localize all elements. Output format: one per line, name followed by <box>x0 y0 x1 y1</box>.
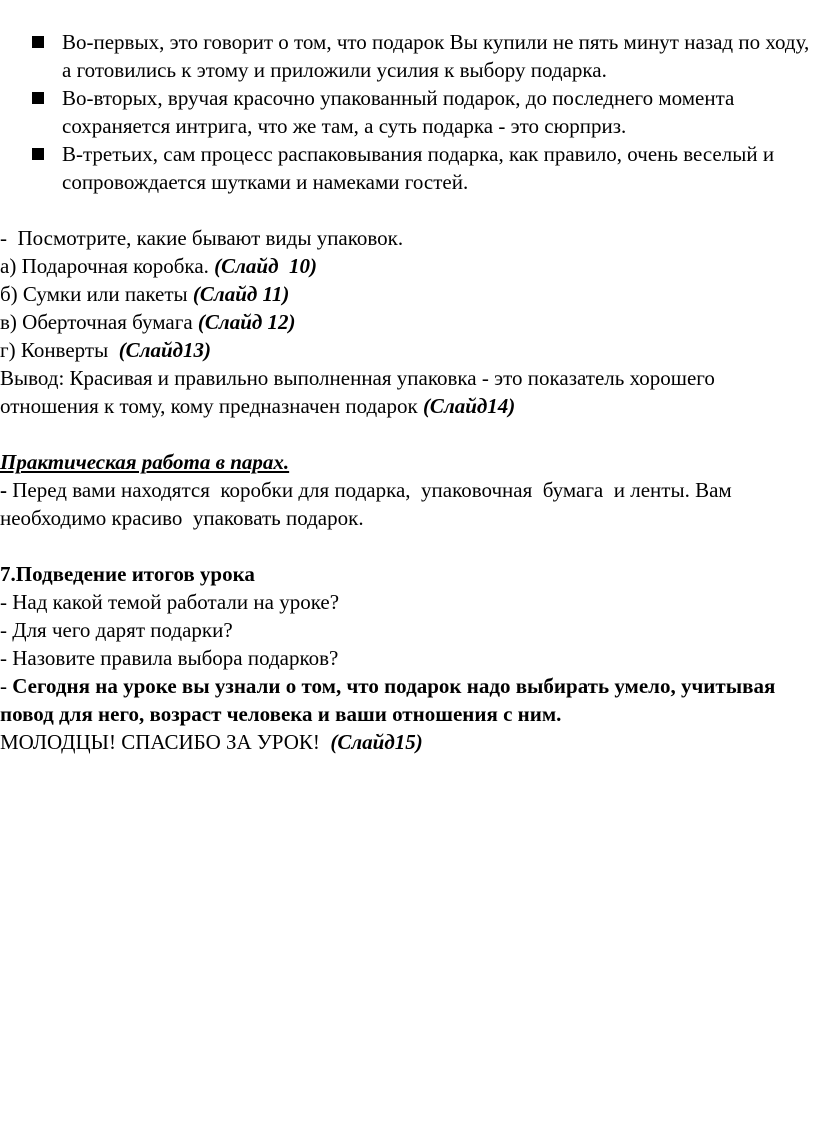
summary-question: - Над какой темой работали на уроке? <box>0 590 340 614</box>
bullet-item <box>62 84 812 140</box>
slide-reference: (Слайд 12) <box>197 310 296 334</box>
practice-text: - Перед вами находятся коробки для подарка, упаковочная бумага и ленты. Вам необходимо красиво упаковать подарок. <box>0 478 737 530</box>
summary-question: - Для чего дарят подарки? <box>0 618 233 642</box>
document-page <box>0 28 812 756</box>
bullet-item <box>62 28 812 84</box>
slide-reference: (Слайд14) <box>422 394 516 418</box>
summary-final: - Сегодня на уроке вы узнали о том, что подарок надо выбирать умело, учитывая повод для него, возраст человека и ваши отношения с ним. <box>0 674 776 726</box>
slide-reference: (Слайд13) <box>118 338 212 362</box>
packaging-conclusion: Вывод: Красивая и правильно выполненная упаковка - это показатель хорошего отношения к тому, кому предназначен подарок (Слайд14) <box>0 366 715 418</box>
packaging-intro: - Посмотрите, какие бывают виды упаковок. <box>0 226 404 250</box>
bullet-item <box>62 140 812 196</box>
summary-thanks: МОЛОДЦЫ! СПАСИБО ЗА УРОК! (Слайд15) <box>0 730 423 754</box>
slide-reference: (Слайд 11) <box>192 282 290 306</box>
packaging-item: в) Оберточная бумага (Слайд 12) <box>0 310 296 334</box>
slide-reference: (Слайд 10) <box>214 254 318 278</box>
packaging-item: а) Подарочная коробка. (Слайд 10) <box>0 254 318 278</box>
packaging-item: г) Конверты (Слайд13) <box>0 338 212 362</box>
square-bullet-icon <box>32 92 44 104</box>
practice-title: Практическая работа в парах. <box>0 450 290 474</box>
reasons-bullet-list <box>0 28 812 196</box>
square-bullet-icon <box>32 148 44 160</box>
bullet-text: Во-вторых, вручая красочно упакованный подарок, до последнего момента сохраняется интрига, что же там, а суть подарка - это сюрприз. <box>62 86 735 138</box>
summary-question: - Назовите правила выбора подарков? <box>0 646 339 670</box>
square-bullet-icon <box>32 36 44 48</box>
bullet-text: Во-первых, это говорит о том, что подарок Вы купили не пять минут назад по ходу, а готовились к этому и приложили усилия к выбору подарка. <box>62 30 810 82</box>
slide-reference: (Слайд15) <box>330 730 423 754</box>
packaging-item: б) Сумки или пакеты (Слайд 11) <box>0 282 290 306</box>
bullet-text: В-третьих, сам процесс распаковывания подарка, как правило, очень веселый и сопровождается шутками и намеками гостей. <box>62 142 775 194</box>
summary-title: 7.Подведение итогов урока <box>0 562 255 586</box>
